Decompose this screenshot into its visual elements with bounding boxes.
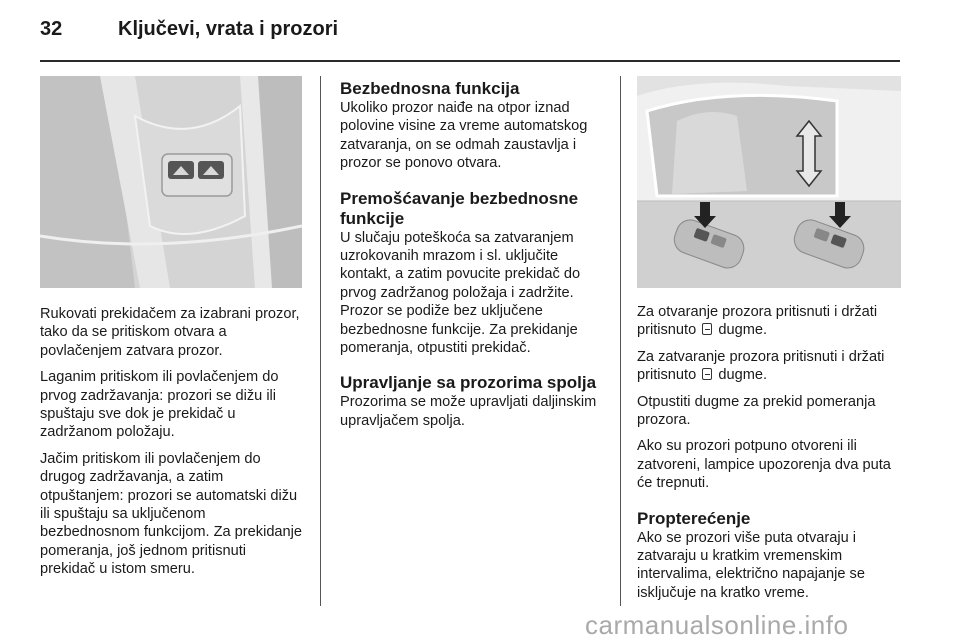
header-rule <box>40 60 900 62</box>
paragraph: Ukoliko prozor naiđe na otpor iznad polovine visine za vreme automatskog zatvaranja, on se odmah zaustavlja i prozor se ponovo otvara. <box>340 100 588 172</box>
paragraph: U slučaju poteškoća sa zatvaranjem uzrokovanih mrazom i sl. uključite kontakt, a zatim povucite prekidač do prvog zadržanog položaja i zadržite. Prozor se podiže bez uključene bezbednosne funkcije. Za prekidanje pomeranja, otpustiti prekidač. <box>340 229 581 357</box>
page-number: 32 <box>40 18 63 40</box>
paragraph: Laganim pritiskom ili povlačenjem do prvog zadržavanja: prozori se dižu ili spuštaju sve dok je prekidač u zadržanom položaju. <box>40 369 279 441</box>
section-heading: Premošćavanje bezbednosne funkcije <box>340 188 579 228</box>
watermark: carmanualsonline.info <box>585 610 849 640</box>
door-switch-illustration <box>40 76 302 288</box>
paragraph: Ako su prozori potpuno otvoreni ili zatvoreni, lampice upozorenja dva puta će trepnuti. <box>637 438 891 492</box>
paragraph: Rukovati prekidačem za izabrani prozor, tako da se pritiskom otvara a povlačenjem zatvara prozor. <box>40 306 300 359</box>
remote-window-drawing <box>637 76 901 288</box>
column-3 <box>637 76 903 610</box>
column-1 <box>40 76 304 587</box>
page-header <box>40 18 338 48</box>
window-close-icon <box>702 368 712 380</box>
window-open-icon <box>702 323 712 335</box>
section-heading: Propterećenje <box>637 508 751 528</box>
column-2 <box>340 76 606 438</box>
section-heading: Upravljanje sa prozorima spolja <box>340 373 597 393</box>
paragraph: Za otvaranje prozora pritisnuti i držati pritisnuto dugme. <box>637 304 878 339</box>
page-title: Ključevi, vrata i prozori <box>118 18 339 40</box>
paragraph: Jačim pritiskom ili povlačenjem do drugog zadržavanja, a zatim otpuštanjem: prozori se automatski dižu ili spuštaju sa uključenom bezbednosnom funkcijom. Za prekidanje pomeranja, još jednom pritisnuti prekidač u istom smeru. <box>40 450 303 578</box>
paragraph: Otpustiti dugme za prekid pomeranja prozora. <box>637 393 876 429</box>
paragraph: Za zatvaranje prozora pritisnuti i držati pritisnuto dugme. <box>637 348 885 384</box>
remote-window-illustration <box>637 76 901 288</box>
paragraph: Ako se prozori više puta otvaraju i zatvaraju u kratkim vremenskim intervalima, električno napajanje se isključuje na kratko vreme. <box>637 529 865 601</box>
paragraph: Prozorima se može upravljati daljinskim upravljačem spolja. <box>340 394 597 429</box>
column-divider <box>620 76 621 606</box>
section-heading: Bezbednosna funkcija <box>340 79 520 98</box>
column-divider <box>320 76 321 606</box>
door-switch-drawing <box>40 76 302 288</box>
